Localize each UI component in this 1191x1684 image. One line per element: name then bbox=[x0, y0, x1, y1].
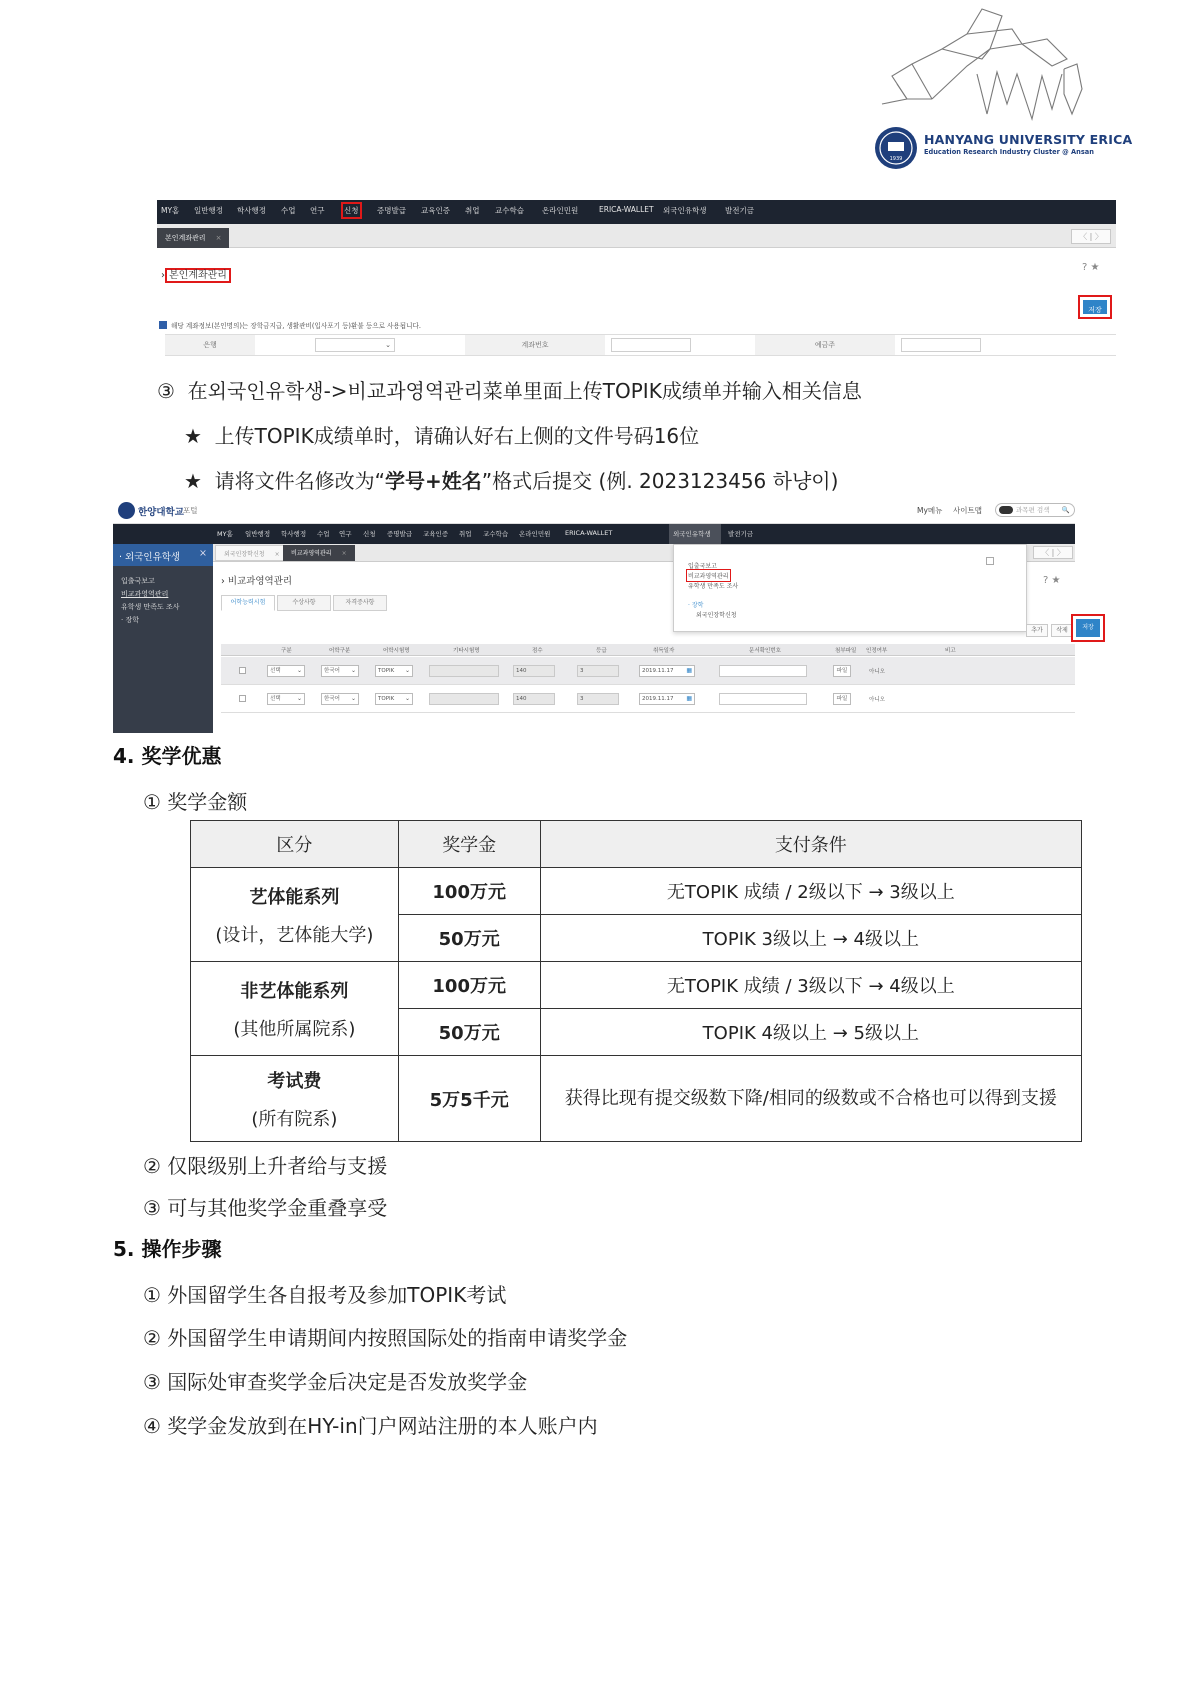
section4-sub3: ③ 可与其他奖学金重叠享受 bbox=[143, 1196, 388, 1220]
page-title: › 비교과영역관리 bbox=[221, 576, 293, 587]
date-value: 2019.11.17 bbox=[642, 668, 674, 674]
save-button[interactable]: 저장 bbox=[1080, 297, 1110, 317]
category-cell bbox=[191, 962, 399, 1056]
other-exam-input[interactable] bbox=[429, 693, 499, 705]
nav-item[interactable]: 외국인유학생 bbox=[663, 206, 707, 215]
nav-item[interactable]: 연구 bbox=[339, 530, 352, 538]
section4-sub1: ① 奖学金额 bbox=[143, 790, 248, 814]
search-input[interactable] bbox=[995, 503, 1075, 517]
lang-value: 한국어 bbox=[324, 668, 340, 674]
account-form-row bbox=[165, 334, 1116, 356]
calendar-icon[interactable]: ▦ bbox=[686, 667, 692, 674]
sidebar-title: · 외국인유학생 bbox=[119, 552, 181, 563]
category-title: 艺体能系列 bbox=[249, 886, 340, 908]
note2-text-a: 请将文件名修改为“ bbox=[214, 469, 386, 493]
nav-item[interactable]: 학사행정 bbox=[281, 530, 307, 538]
note-line-1 bbox=[184, 420, 699, 449]
page-title-text: 본인계좌관리 bbox=[165, 268, 231, 283]
section5-heading: 5. 操作步骤 bbox=[113, 1237, 222, 1261]
nav-item[interactable]: 신청 bbox=[363, 530, 376, 538]
category-cell bbox=[191, 1056, 399, 1142]
category-title: 非艺体能系列 bbox=[240, 980, 349, 1002]
portal-header bbox=[113, 497, 1075, 524]
col-header: 인정여부 bbox=[866, 648, 888, 654]
sidebar-item-immigration-report[interactable]: 입출국보고 bbox=[121, 577, 155, 585]
table-header-row bbox=[191, 821, 1082, 868]
col-header: 奖学金 bbox=[398, 821, 540, 868]
tab-bar bbox=[157, 224, 1116, 248]
section4-heading: 4. 奖学优惠 bbox=[113, 744, 222, 768]
approval-status: 아니오 bbox=[869, 697, 885, 703]
sidebar-item-extracurricular[interactable]: 비교과영역관리 bbox=[121, 590, 169, 598]
nav-item[interactable]: 온라인민원 bbox=[542, 206, 579, 215]
nav-item[interactable]: 취업 bbox=[465, 206, 480, 215]
sidebar-item-scholarship[interactable]: · 장학 bbox=[121, 616, 139, 624]
close-icon[interactable]: × bbox=[215, 234, 222, 242]
table-row bbox=[191, 868, 1082, 915]
search-placeholder: 과목편 검색 bbox=[1016, 506, 1050, 514]
col-header: 문서확인번호 bbox=[749, 648, 781, 654]
nav-item[interactable]: 증명발급 bbox=[377, 206, 406, 215]
amount-cell: 100万元 bbox=[398, 868, 540, 915]
foreign-students-dropdown-menu bbox=[673, 544, 1027, 632]
title-chevron-icon: › bbox=[161, 270, 165, 281]
amount-cell: 50万元 bbox=[398, 915, 540, 962]
account-number-label: 계좌번호 bbox=[465, 335, 605, 355]
tab-language-test[interactable]: 어학능력시험 bbox=[221, 595, 275, 611]
section4-sub2: ② 仅限级别上升者给与支援 bbox=[143, 1154, 388, 1178]
menu-item-immigration-report[interactable]: 입출국보고 bbox=[688, 563, 717, 570]
image-placeholder-icon bbox=[986, 557, 994, 565]
account-holder-input[interactable] bbox=[901, 338, 981, 352]
step3-line bbox=[157, 375, 862, 404]
university-logo-icon bbox=[118, 502, 135, 519]
note2-bold: 学号+姓名 bbox=[385, 469, 482, 493]
university-name: 한양대학교 bbox=[138, 507, 184, 518]
col-header: 점수 bbox=[532, 648, 543, 654]
note2-text-b: ”格式后提交 (例. 2023123456 하냥이) bbox=[481, 469, 839, 493]
grade-input[interactable]: 3 bbox=[577, 665, 619, 677]
nav-item[interactable]: ERICA-WALLET bbox=[565, 529, 613, 537]
close-icon[interactable]: × bbox=[199, 548, 207, 559]
exam-value: TOPIK bbox=[378, 668, 395, 674]
chevron-down-icon: ⌄ bbox=[404, 695, 410, 702]
help-star-icon[interactable]: ? ★ bbox=[1082, 262, 1100, 273]
col-header: 등급 bbox=[596, 648, 607, 654]
search-icon[interactable]: 🔍 bbox=[1061, 506, 1070, 514]
col-header: 첨부파일 bbox=[835, 648, 857, 654]
extracurricular-management-screenshot bbox=[113, 497, 1094, 733]
row-checkbox[interactable] bbox=[239, 695, 246, 702]
file-button[interactable]: 파일 bbox=[833, 665, 851, 677]
step3-text: 在외국인유학생->비교과영역관리菜单里面上传TOPIK成绩单并输入相关信息 bbox=[187, 379, 862, 403]
col-header: 비고 bbox=[945, 648, 956, 654]
lang-select[interactable] bbox=[321, 693, 359, 705]
tab-extracurricular[interactable] bbox=[283, 545, 355, 561]
category-sub: (设计，艺体能大学) bbox=[215, 924, 374, 946]
menu-item-scholarship-application[interactable]: 외국인장학신청 bbox=[696, 612, 737, 619]
tab-pager[interactable]: 〈 | 〉 bbox=[1033, 546, 1073, 559]
type-select[interactable] bbox=[267, 693, 305, 705]
nav-item[interactable]: MY홈 bbox=[161, 206, 180, 215]
amount-cell: 5万5千元 bbox=[398, 1056, 540, 1142]
grade-input[interactable]: 3 bbox=[577, 693, 619, 705]
nav-item[interactable]: ERICA-WALLET bbox=[599, 205, 654, 214]
table-row bbox=[191, 962, 1082, 1009]
nav-item[interactable]: 학사행정 bbox=[237, 206, 266, 215]
close-icon[interactable]: × bbox=[274, 551, 280, 558]
save-button[interactable]: 저장 bbox=[1076, 619, 1100, 637]
account-holder-label: 예금주 bbox=[755, 335, 895, 355]
type-value: 선택 bbox=[270, 668, 281, 674]
score-input[interactable]: 140 bbox=[513, 693, 555, 705]
calendar-icon[interactable]: ▦ bbox=[686, 695, 692, 702]
tab-awards[interactable]: 수상사항 bbox=[277, 595, 331, 611]
nav-item[interactable]: 온라인민원 bbox=[519, 530, 551, 538]
star-icon: ★ bbox=[184, 469, 202, 493]
col-header: 기타시험명 bbox=[453, 648, 480, 654]
nav-item[interactable]: 일반행정 bbox=[245, 530, 271, 538]
menu-item-scholarship[interactable]: · 장학 bbox=[688, 602, 704, 609]
sidebar bbox=[113, 544, 213, 733]
info-icon bbox=[159, 321, 167, 329]
tab-pager[interactable]: 〈 | 〉 bbox=[1071, 229, 1111, 244]
account-management-screenshot bbox=[157, 200, 1116, 360]
approval-status: 아니오 bbox=[869, 669, 885, 675]
nav-item[interactable]: MY홈 bbox=[217, 530, 233, 538]
top-navigation bbox=[113, 524, 1075, 544]
condition-cell: 获得比现有提交级数下降/相同的级数或不合格也可以得到支援 bbox=[540, 1056, 1081, 1142]
col-header: 支付条件 bbox=[540, 821, 1081, 868]
category-sub: (所有院系) bbox=[251, 1108, 338, 1130]
col-header: 어학시험명 bbox=[383, 648, 410, 654]
lang-select[interactable] bbox=[321, 665, 359, 677]
lang-value: 한국어 bbox=[324, 696, 340, 702]
procedure-step: ① 外国留学生各自报考及参加TOPIK考试 bbox=[143, 1283, 507, 1307]
nav-item[interactable]: 취업 bbox=[459, 530, 472, 538]
procedure-step: ② 外国留学生申请期间内按照国际处的指南申请奖学金 bbox=[143, 1326, 628, 1350]
procedure-step: ④ 奖学金发放到在HY-in门户网站注册的本人账户内 bbox=[143, 1414, 598, 1438]
type-value: 선택 bbox=[270, 696, 281, 702]
nav-item[interactable]: 수업 bbox=[317, 530, 330, 538]
grid-header bbox=[221, 644, 1075, 656]
type-select[interactable] bbox=[267, 665, 305, 677]
amount-cell: 50万元 bbox=[398, 1009, 540, 1056]
table-row[interactable] bbox=[221, 685, 1075, 713]
nav-item[interactable]: 연구 bbox=[310, 206, 325, 215]
col-header: 취득일자 bbox=[653, 648, 675, 654]
add-button[interactable]: 추가 bbox=[1026, 624, 1048, 637]
nav-item[interactable]: 일반행정 bbox=[194, 206, 223, 215]
condition-cell: 无TOPIK 成绩 / 2级以下 → 3级以上 bbox=[540, 868, 1081, 915]
col-header: 区分 bbox=[191, 821, 399, 868]
chevron-down-icon: ⌄ bbox=[296, 667, 302, 674]
page-title bbox=[161, 266, 231, 281]
col-header: 구분 bbox=[281, 648, 292, 654]
help-star-icon[interactable]: ? ★ bbox=[1043, 575, 1061, 586]
star-icon: ★ bbox=[184, 424, 202, 448]
date-input[interactable] bbox=[639, 665, 695, 677]
category-sub: (其他所属院系) bbox=[233, 1018, 356, 1040]
chevron-down-icon: ⌄ bbox=[350, 695, 356, 702]
my-menu-link[interactable]: My메뉴 bbox=[917, 506, 943, 515]
account-number-input[interactable] bbox=[611, 338, 691, 352]
tab-label: 비교과영역관리 bbox=[291, 550, 332, 557]
amount-cell: 100万元 bbox=[398, 962, 540, 1009]
chevron-down-icon: ⌄ bbox=[296, 695, 302, 702]
bank-select[interactable]: ⌄ bbox=[315, 338, 395, 352]
category-title: 考试费 bbox=[267, 1070, 322, 1092]
date-input[interactable] bbox=[639, 693, 695, 705]
tab-certificates[interactable]: 자격증사항 bbox=[333, 595, 387, 611]
col-header: 어학구분 bbox=[329, 648, 351, 654]
sidebar-header bbox=[113, 544, 213, 566]
bank-label: 은행 bbox=[165, 335, 255, 355]
nav-item-foreign-students[interactable]: 외국인유학생 bbox=[673, 530, 711, 538]
other-exam-input[interactable] bbox=[429, 665, 499, 677]
doc-number-input[interactable] bbox=[719, 693, 807, 705]
nav-item-apply[interactable]: 신청 bbox=[344, 206, 359, 215]
nav-item[interactable]: 교육인증 bbox=[423, 530, 449, 538]
logo-university-name: HANYANG UNIVERSITY ERICA bbox=[924, 132, 1133, 147]
nav-item[interactable]: 수업 bbox=[281, 206, 296, 215]
doc-number-input[interactable] bbox=[719, 665, 807, 677]
nav-item[interactable]: 발전기금 bbox=[725, 206, 754, 215]
chevron-down-icon: ⌄ bbox=[350, 667, 356, 674]
procedure-step: ③ 国际处审查奖学金后决定是否发放奖学金 bbox=[143, 1370, 528, 1394]
nav-item[interactable]: 교수학습 bbox=[483, 530, 509, 538]
top-navigation bbox=[157, 200, 1116, 224]
cluster-logo-art bbox=[872, 4, 1112, 124]
table-row bbox=[191, 1056, 1082, 1142]
tab-label: 외국인장학신청 bbox=[224, 551, 265, 558]
step-marker: ③ bbox=[157, 379, 175, 403]
condition-cell: TOPIK 3级以上 → 4级以上 bbox=[540, 915, 1081, 962]
date-value: 2019.11.17 bbox=[642, 696, 674, 702]
category-cell bbox=[191, 868, 399, 962]
logo-subtitle: Education Research Industry Cluster @ Ansan bbox=[924, 148, 1094, 156]
exam-select[interactable] bbox=[375, 665, 413, 677]
tab-account-management[interactable] bbox=[157, 228, 229, 248]
notice-label: 해당 계좌정보(본인명의)는 장학금지급, 생활관비(입사포기 등)환불 등으로 사용됩니다. bbox=[171, 322, 421, 330]
row-checkbox[interactable] bbox=[239, 667, 246, 674]
condition-cell: TOPIK 4级以上 → 5级以上 bbox=[540, 1009, 1081, 1056]
exam-select[interactable] bbox=[375, 693, 413, 705]
toggle-icon[interactable] bbox=[999, 506, 1013, 514]
portal-label: 포털 bbox=[183, 506, 198, 515]
close-icon[interactable]: × bbox=[341, 550, 347, 557]
condition-cell: 无TOPIK 成绩 / 3级以下 → 4级以上 bbox=[540, 962, 1081, 1009]
menu-item-satisfaction-survey[interactable]: 유학생 만족도 조사 bbox=[688, 583, 739, 590]
nav-item[interactable]: 증명발급 bbox=[387, 530, 413, 538]
nav-item[interactable]: 교육인증 bbox=[421, 206, 450, 215]
exam-value: TOPIK bbox=[378, 696, 395, 702]
note1-text: 上传TOPIK成绩单时，请确认好右上侧的文件号码16位 bbox=[214, 424, 700, 448]
table-row[interactable] bbox=[221, 657, 1075, 685]
file-button[interactable]: 파일 bbox=[833, 693, 851, 705]
notice-text bbox=[159, 320, 421, 330]
tab-scholarship-application[interactable] bbox=[215, 545, 289, 561]
delete-button[interactable]: 삭제 bbox=[1051, 624, 1073, 637]
chevron-down-icon: ⌄ bbox=[404, 667, 410, 674]
tab-label: 본인계좌관리 bbox=[165, 234, 206, 242]
nav-item[interactable]: 교수학습 bbox=[495, 206, 524, 215]
note-line-2 bbox=[184, 465, 838, 494]
scholarship-table bbox=[190, 820, 1082, 1142]
university-seal-icon bbox=[874, 126, 918, 170]
nav-item[interactable]: 발전기금 bbox=[728, 530, 754, 538]
seal-year: 1939 bbox=[889, 156, 903, 162]
score-input[interactable]: 140 bbox=[513, 665, 555, 677]
sidebar-item-satisfaction-survey[interactable]: 유학생 만족도 조사 bbox=[121, 603, 180, 611]
sitemap-link[interactable]: 사이트맵 bbox=[953, 506, 982, 515]
menu-item-extracurricular[interactable]: 비교과영역관리 bbox=[688, 573, 729, 580]
